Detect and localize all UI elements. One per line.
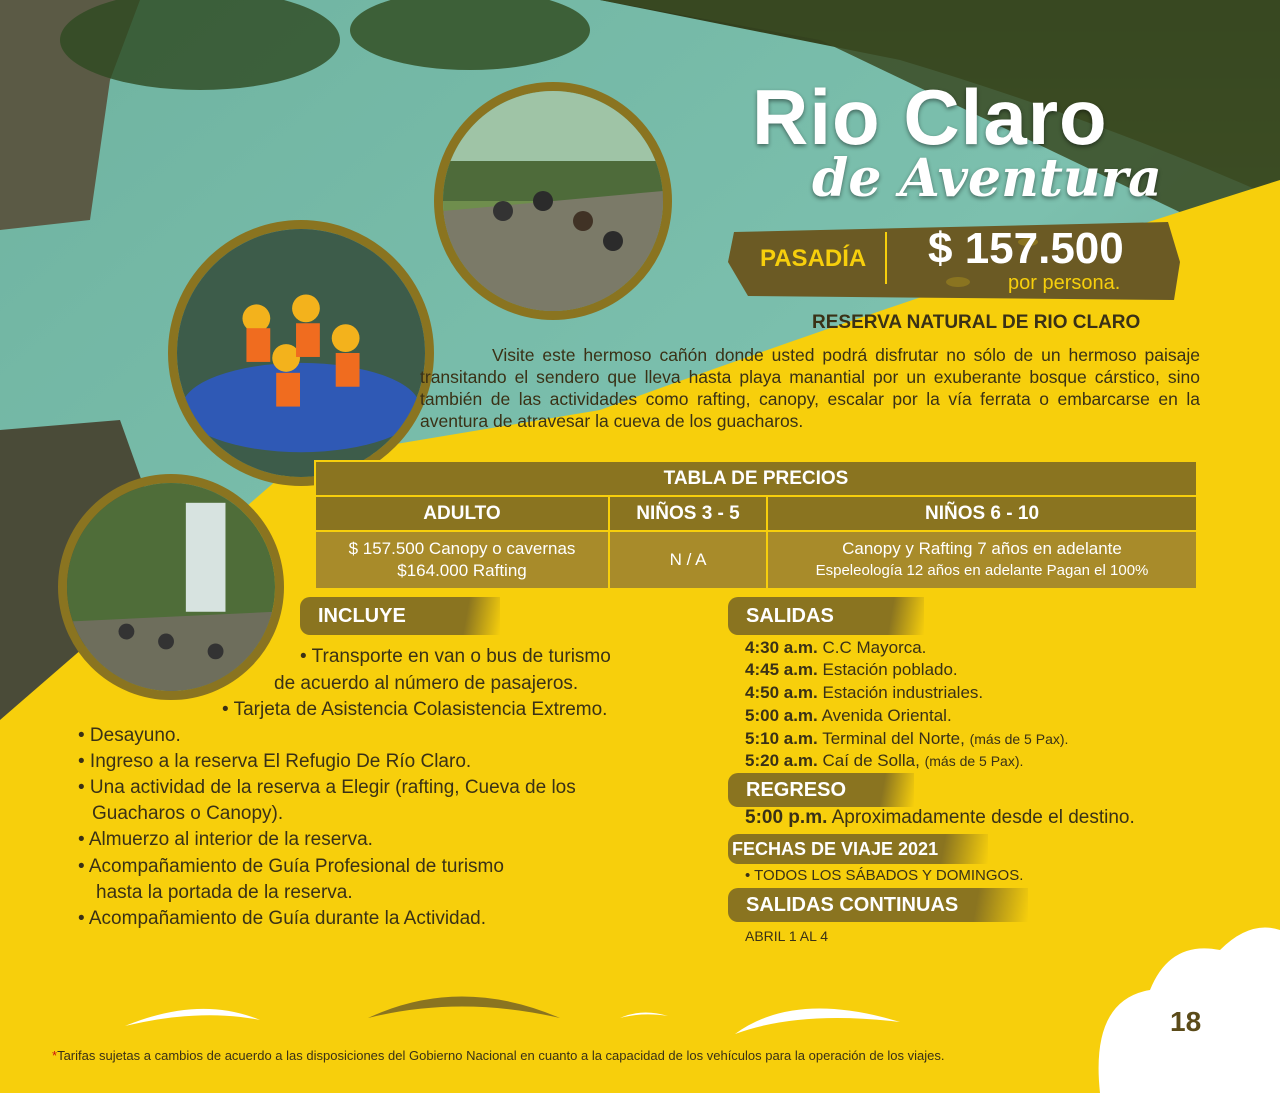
departure-time: 4:30 a.m. (745, 638, 818, 657)
departure-place: Caí de Solla, (822, 751, 920, 770)
per-person-label: por persona. (1008, 272, 1121, 294)
photo-rafting (168, 220, 434, 486)
pasadia-label: PASADÍA (760, 245, 867, 272)
travel-dates-heading: FECHAS DE VIAJE 2021 (728, 834, 988, 864)
include-item: • Acompañamiento de Guía durante la Actividad. (78, 908, 487, 929)
departure-time: 4:50 a.m. (745, 683, 818, 702)
description-paragraph: Visite este hermoso cañón donde usted podrá disfrutar no sólo de un hermoso paisaje transitando el sendero que lleva hasta playa manantial por un exuberante bosque cárstico, sino también de las actividades como rafting, canopy, escalar por la vía ferrata o embarcarse en la aventura de atravesar la cueva de los guacharos. (420, 345, 1200, 431)
column-header-kids-6-10: NIÑOS 6 - 10 (767, 496, 1197, 531)
adult-price-line: $ 157.500 Canopy o cavernas (348, 539, 576, 558)
include-item: • Desayuno. (78, 725, 181, 746)
cell-kids-3-5: N / A (609, 531, 767, 589)
page-number: 18 (1170, 1006, 1202, 1037)
departure-time: 5:00 a.m. (745, 706, 818, 725)
departure-place: Avenida Oriental. (821, 706, 952, 725)
departure-time: 5:10 a.m. (745, 729, 818, 748)
return-line (745, 807, 1135, 829)
departure-place: C.C Mayorca. (822, 638, 927, 657)
adult-price-line: $164.000 Rafting (397, 561, 527, 580)
column-header-adult: ADULTO (315, 496, 609, 531)
include-item: • Ingreso a la reserva El Refugio De Río Claro. (78, 751, 472, 772)
departure-item (745, 706, 952, 726)
departures-heading: SALIDAS (728, 597, 924, 635)
departure-item (745, 683, 983, 703)
footer-text: Tarifas sujetas a cambios de acuerdo a las disposiciones del Gobierno Nacional en cuanto a la capacidad de los vehículos para la operación de los viajes. (57, 1048, 945, 1063)
include-item: • Acompañamiento de Guía Profesional de turismo (78, 856, 504, 877)
cell-adult-prices (315, 531, 609, 589)
include-item: • Una actividad de la reserva a Elegir (rafting, Cueva de los (78, 777, 576, 798)
departure-note: (más de 5 Pax). (969, 731, 1069, 747)
main-price: $ 157.500 (928, 224, 1124, 273)
price-table-title: TABLA DE PRECIOS (315, 461, 1197, 496)
return-text: Aproximadamente desde el destino. (831, 807, 1135, 828)
continuous-departures-heading: SALIDAS CONTINUAS (728, 888, 1028, 922)
departure-time: 5:20 a.m. (745, 751, 818, 770)
departure-place: Estación poblado. (822, 660, 958, 679)
column-header-kids-3-5: NIÑOS 3 - 5 (609, 496, 767, 531)
departure-item (745, 729, 1068, 749)
page-title: Rio Claro (752, 73, 1108, 161)
include-item: hasta la portada de la reserva. (96, 882, 353, 903)
return-heading: REGRESO (728, 773, 914, 807)
departure-time: 4:45 a.m. (745, 660, 818, 679)
continuous-departures-text: ABRIL 1 AL 4 (745, 928, 829, 944)
travel-dates-text: • TODOS LOS SÁBADOS Y DOMINGOS. (745, 867, 1024, 884)
footer-asterisk: * (52, 1048, 58, 1063)
include-item: • Tarjeta de Asistencia Colasistencia Extremo. (222, 699, 608, 720)
page-subtitle: de Aventura (812, 148, 1162, 209)
price-table (314, 460, 1198, 590)
departure-place: Terminal del Norte, (822, 729, 965, 748)
include-item: • Almuerzo al interior de la reserva. (78, 829, 373, 850)
kids-6-10-line: Espeleología 12 años en adelante Pagan el 100% (815, 562, 1149, 579)
departure-item (745, 751, 1023, 771)
photo-waterfall (58, 474, 284, 700)
includes-heading: INCLUYE (300, 597, 500, 635)
kids-6-10-line: Canopy y Rafting 7 años en adelante (842, 539, 1122, 558)
photo-canyon-people (434, 82, 672, 320)
departure-item (745, 638, 926, 658)
include-item: Guacharos o Canopy). (92, 803, 284, 824)
departure-note: (más de 5 Pax). (924, 753, 1024, 769)
cell-kids-6-10 (767, 531, 1197, 589)
footer-disclaimer (52, 1048, 944, 1063)
departure-place: Estación industriales. (822, 683, 984, 702)
reserve-title: RESERVA NATURAL DE RIO CLARO (812, 312, 1141, 333)
departure-item (745, 660, 958, 680)
include-item: de acuerdo al número de pasajeros. (274, 673, 579, 694)
return-time: 5:00 p.m. (745, 807, 828, 828)
include-item: • Transporte en van o bus de turismo (300, 646, 611, 667)
